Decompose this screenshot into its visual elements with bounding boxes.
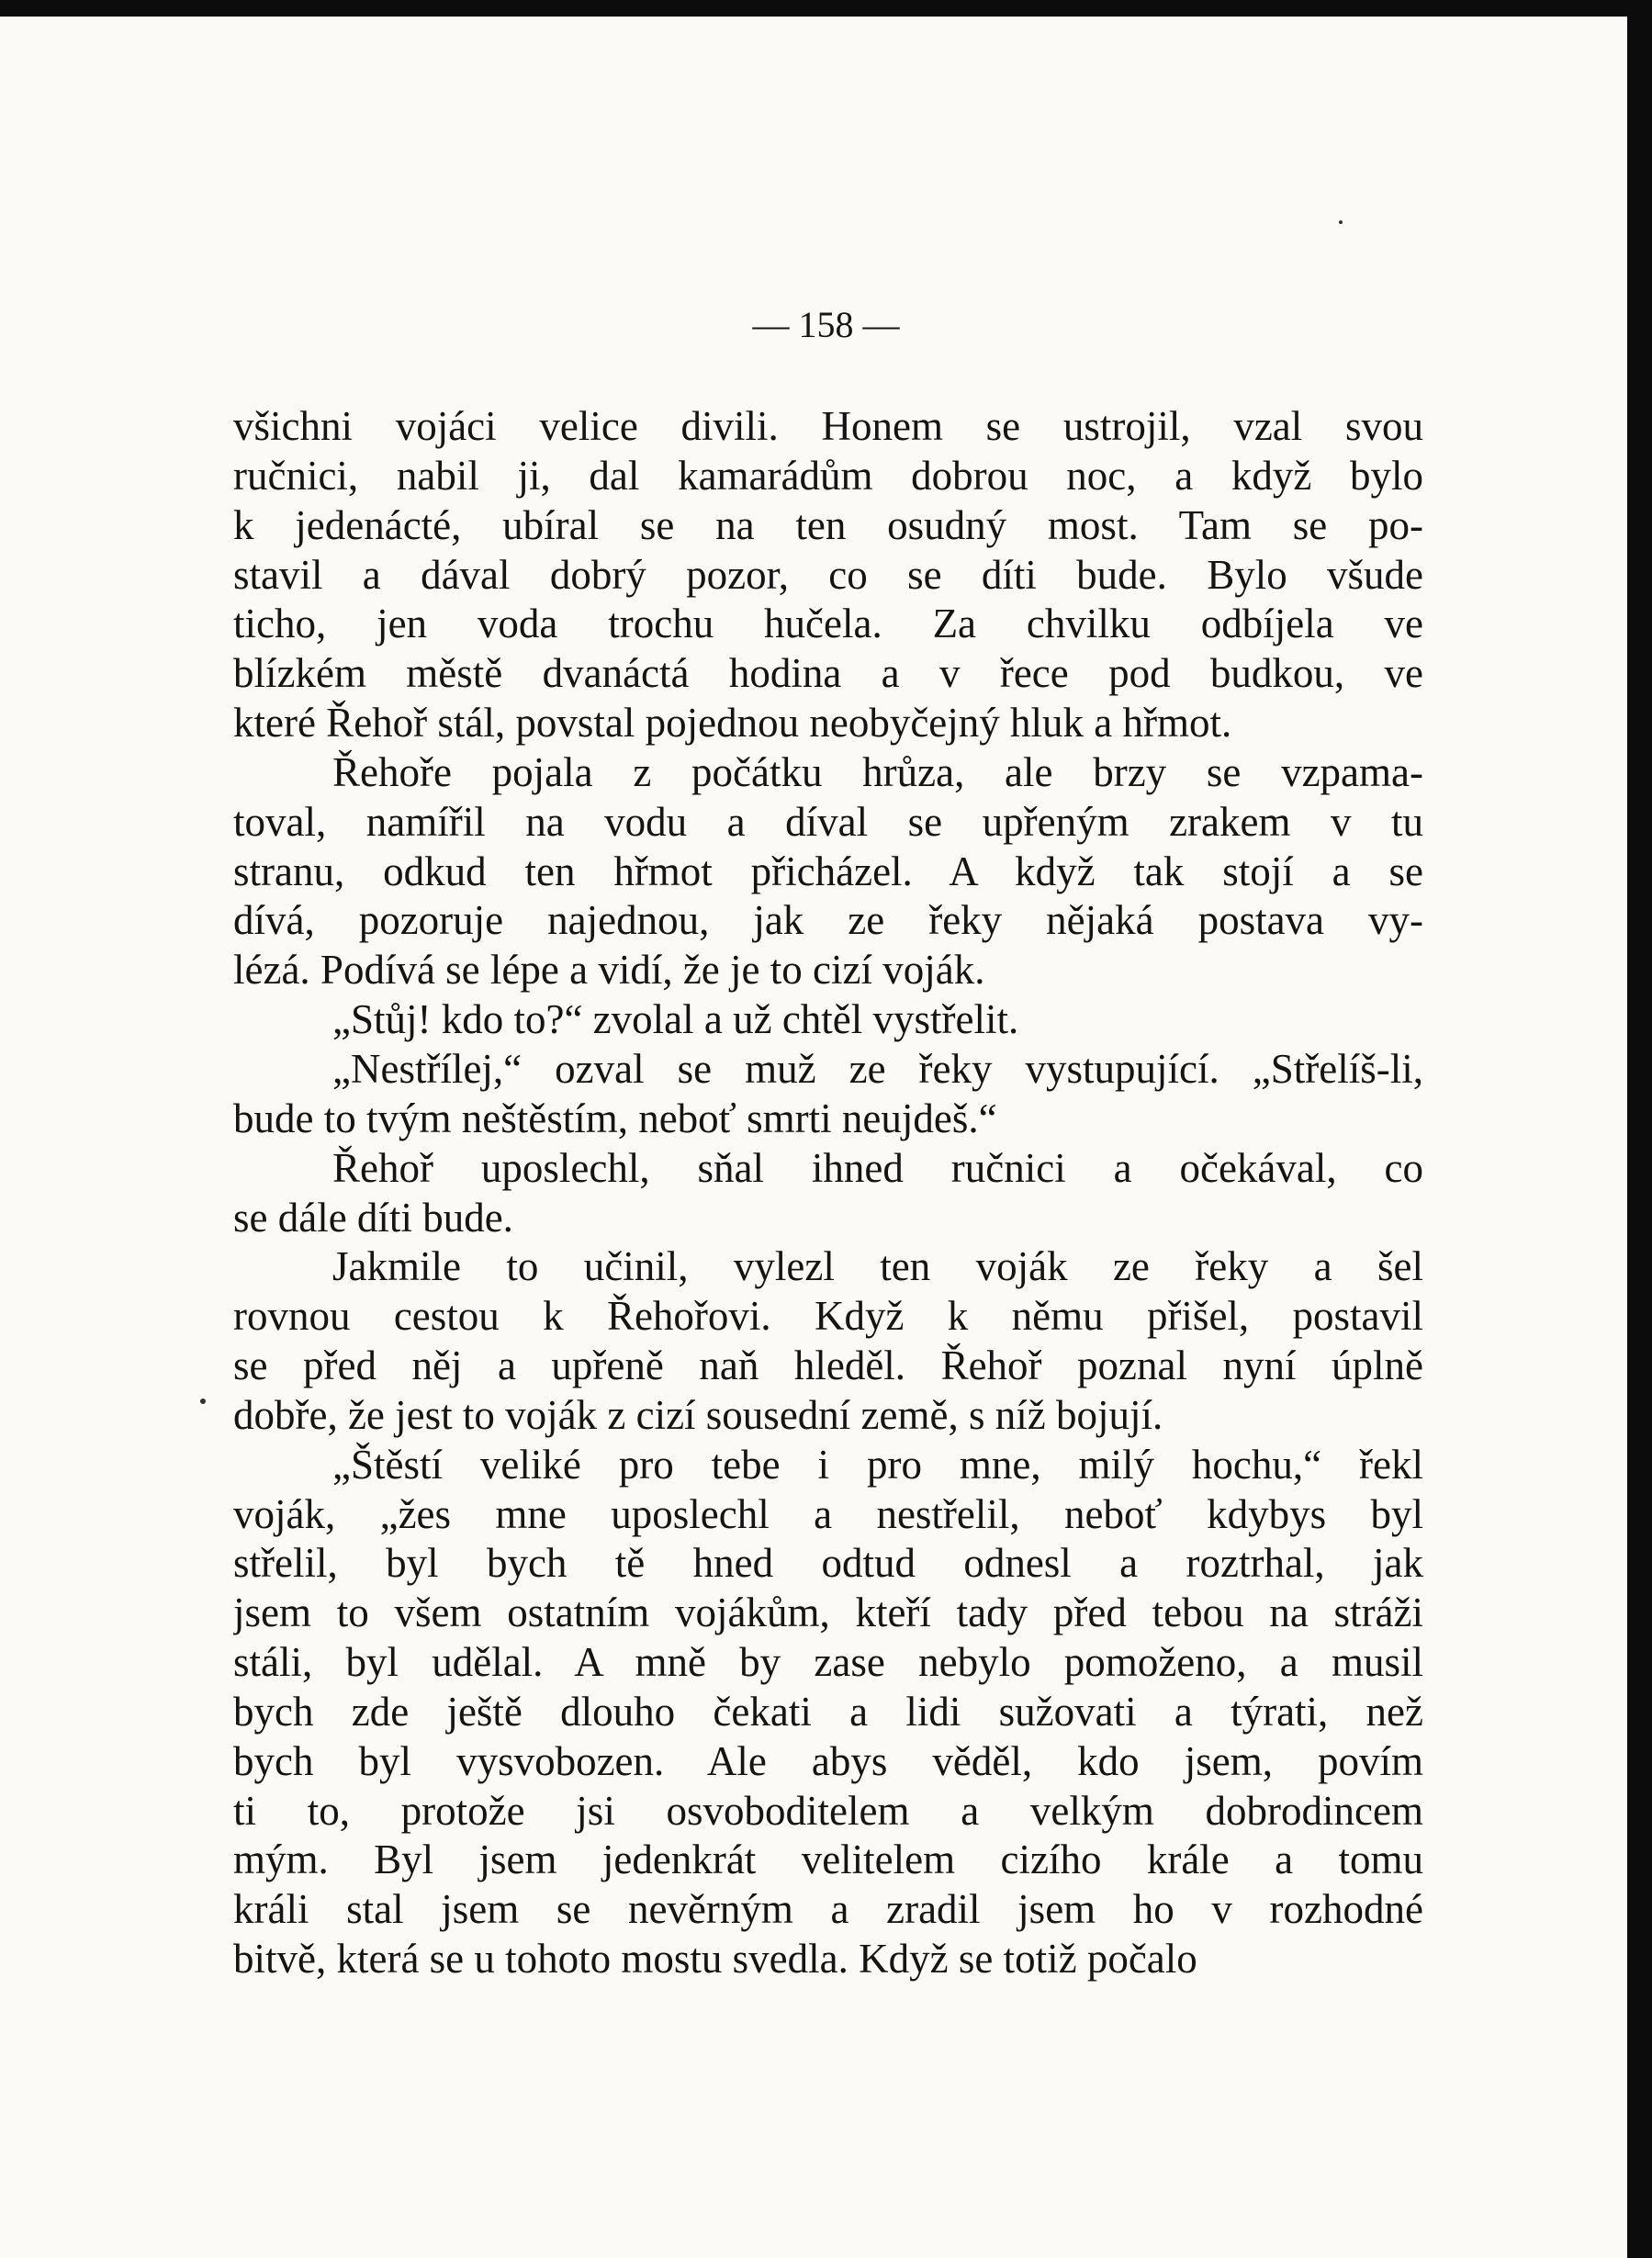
text-line: Jakmile to učinil, vylezl ten voják ze řeky a šel xyxy=(332,1243,1423,1290)
text-line: Řehoře pojala z počátku hrůza, ale brzy se vzpama- xyxy=(332,748,1423,795)
text-line: k jedenácté, ubíral se na ten osudný most. Tam se po- xyxy=(233,501,1423,548)
text-line: blízkém městě dvanáctá hodina a v řece pod budkou, ve xyxy=(233,650,1423,697)
text-line: bitvě, která se u tohoto mostu svedla. Když se totiž počalo xyxy=(233,1936,1197,1983)
text-line: dívá, pozoruje najednou, jak ze řeky nějaká postava vy- xyxy=(233,897,1423,944)
text-line: bude to tvým neštěstím, neboť smrti neujdeš.“ xyxy=(233,1095,997,1141)
text-line: všichni vojáci velice divili. Honem se ustrojil, vzal svou xyxy=(233,403,1423,449)
text-line: se dále díti bude. xyxy=(233,1194,513,1241)
text-line: ti to, protože jsi osvoboditelem a velkým dobrodincem xyxy=(233,1787,1423,1834)
text-line: stáli, byl udělal. A mně by zase nebylo pomoženo, a musil xyxy=(233,1639,1423,1686)
text-line: voják, „žes mne uposlechl a nestřelil, neboť kdybys byl xyxy=(233,1490,1423,1537)
text-line: králi stal jsem se nevěrným a zradil jsem ho v rozhodné xyxy=(233,1886,1423,1933)
print-speck xyxy=(200,1399,206,1404)
text-line: dobře, že jest to voják z cizí sousední země, s níž bojují. xyxy=(233,1391,1163,1438)
text-line: Řehoř uposlechl, sňal ihned ručnici a očekával, co xyxy=(332,1144,1423,1191)
text-line: jsem to všem ostatním vojákům, kteří tady před tebou na stráži xyxy=(233,1590,1423,1636)
text-line: stranu, odkud ten hřmot přicházel. A když tak stojí a se xyxy=(233,848,1423,894)
text-line: se před něj a upřeně naň hleděl. Řehoř poznal nyní úplně xyxy=(233,1342,1423,1389)
text-line: střelil, byl bych tě hned odtud odnesl a roztrhal, jak xyxy=(233,1540,1423,1587)
text-line: mým. Byl jsem jedenkrát velitelem cizího krále a tomu xyxy=(233,1837,1423,1883)
page-number: — 158 — xyxy=(752,304,900,345)
text-line: „Nestřílej,“ ozval se muž ze řeky vystupující. „Střelíš-li, xyxy=(332,1045,1423,1092)
text-line: toval, namířil na vodu a díval se upřeným zrakem v tu xyxy=(233,798,1423,845)
text-line: „Stůj! kdo to?“ zvolal a už chtěl vystřelit. xyxy=(332,996,1019,1043)
print-speck xyxy=(1339,220,1343,224)
text-line: stavil a dával dobrý pozor, co se díti bude. Bylo všude xyxy=(233,551,1423,598)
text-line: rovnou cestou k Řehořovi. Když k němu přišel, postavil xyxy=(233,1293,1423,1340)
text-line: ručnici, nabil ji, dal kamarádům dobrou noc, a když bylo xyxy=(233,452,1423,499)
text-line: bych zde ještě dlouho čekati a lidi sužovati a týrati, než xyxy=(233,1688,1423,1735)
text-line: bych byl vysvobozen. Ale abys věděl, kdo jsem, povím xyxy=(233,1737,1423,1784)
text-line: „Štěstí veliké pro tebe i pro mne, milý hochu,“ řekl xyxy=(332,1441,1423,1488)
text-line: které Řehoř stál, povstal pojednou neobyčejný hluk a hřmot. xyxy=(233,700,1232,747)
text-line: ticho, jen voda trochu hučela. Za chvilku odbíjela ve xyxy=(233,601,1423,647)
text-line: lézá. Podívá se lépe a vidí, že je to cizí voják. xyxy=(233,947,985,994)
scan-border-top xyxy=(0,0,1652,17)
body-text xyxy=(233,402,1423,1984)
